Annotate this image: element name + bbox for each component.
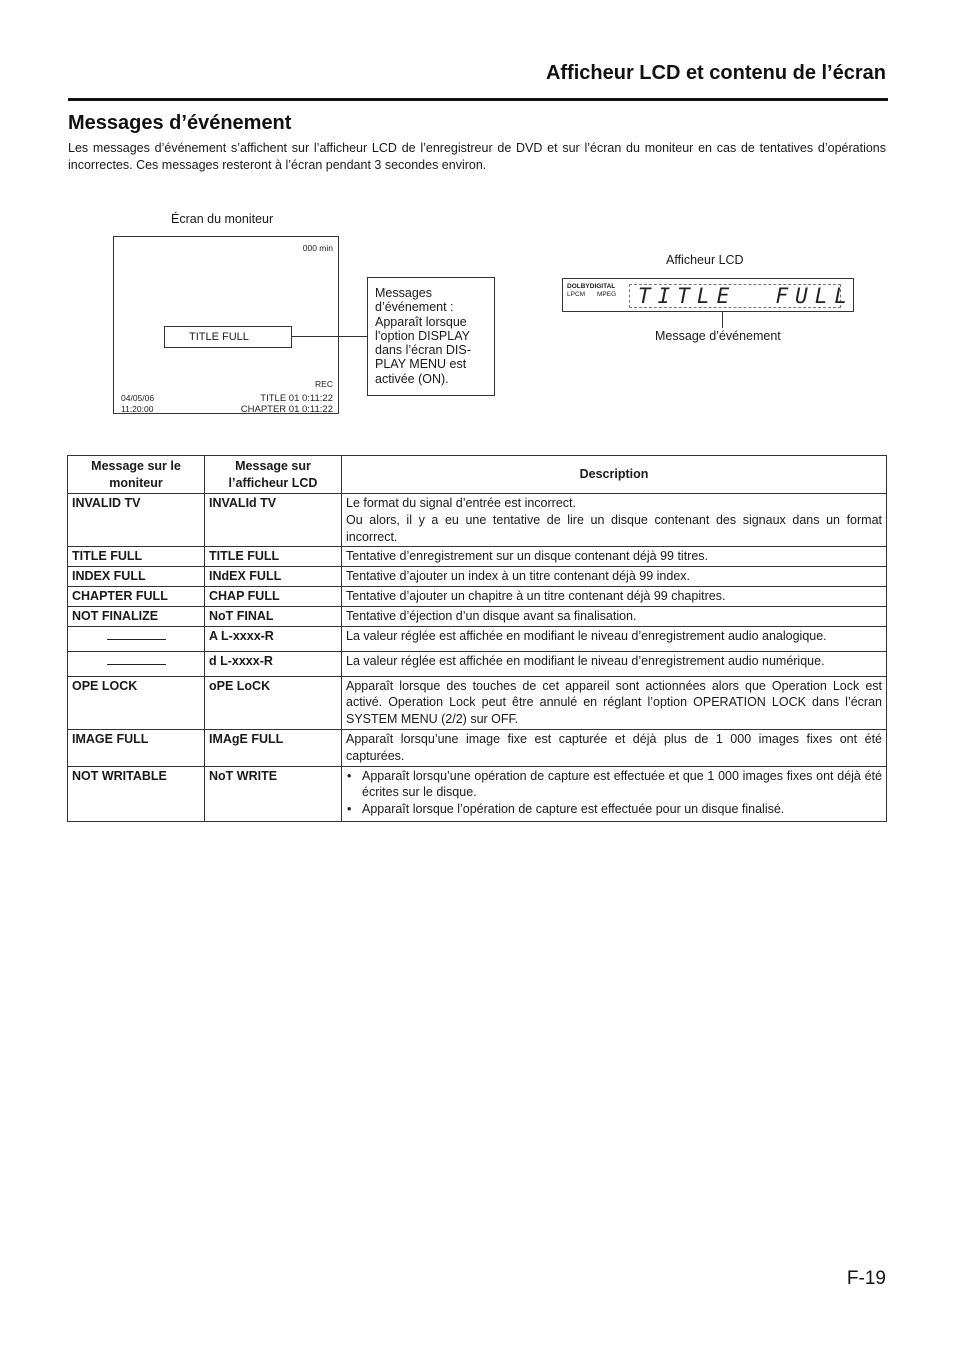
- table-row: [68, 547, 887, 567]
- monitor-message-cell-none: [68, 626, 205, 651]
- lcd-message-cell: INdEX FULL: [205, 567, 342, 587]
- lcd-lpcm-indicator: LPCM: [567, 291, 586, 298]
- lcd-dolby-digital-indicator: DOLBYDIGITAL: [567, 283, 616, 290]
- lcd-pointer-line: [722, 311, 723, 328]
- table-row: [68, 676, 887, 729]
- lcd-message-cell: TITLE FULL: [205, 547, 342, 567]
- description-cell: Apparaît lorsque des touches de cet appareil sont actionnées alors que Operation Lock est activé. Operation Lock peut être annulé en réglant l’option OPERATION LOCK dans l’écran SYSTEM MENU (2/2) sur OFF.: [342, 676, 887, 729]
- lcd-message-cell: NoT WRITE: [205, 766, 342, 821]
- description-line: Ou alors, il y a eu une tentative de lire un disque contenant des signaux dans un format incorrect.: [346, 512, 882, 544]
- monitor-caption: Écran du moniteur: [171, 212, 274, 226]
- lcd-message-cell: d L-xxxx-R: [205, 651, 342, 676]
- header-description: Description: [342, 456, 887, 494]
- description-line: Le format du signal d’entrée est incorrect.: [346, 496, 576, 510]
- lcd-message-caption: Message d’événement: [655, 329, 781, 343]
- monitor-title-counter: TITLE 01 0:11:22: [260, 393, 333, 404]
- description-cell: Tentative d’ajouter un index à un titre contenant déjà 99 index.: [342, 567, 887, 587]
- section-title: Messages d’événement: [68, 112, 292, 134]
- monitor-date: 04/05/06: [121, 393, 155, 403]
- page-number: F-19: [846, 1268, 886, 1289]
- description-cell: Tentative d’enregistrement sur un disque contenant déjà 99 titres.: [342, 547, 887, 567]
- lcd-message-cell: CHAP FULL: [205, 586, 342, 606]
- monitor-message-cell: INDEX FULL: [68, 567, 205, 587]
- lcd-message-cell: oPE LoCK: [205, 676, 342, 729]
- table-row: [68, 494, 887, 547]
- table-row: [68, 606, 887, 626]
- monitor-message-cell: INVALID TV: [68, 494, 205, 547]
- monitor-message-cell: OPE LOCK: [68, 676, 205, 729]
- no-message-dash: [107, 664, 166, 665]
- description-cell: La valeur réglée est affichée en modifiant le niveau d’enregistrement audio analogique.: [342, 626, 887, 651]
- bullet-item: • Apparaît lorsqu’une opération de capture est effectuée et que 1 000 images fixes ont déjà été écrites sur le disque.: [346, 768, 882, 802]
- no-message-dash: [107, 639, 166, 640]
- monitor-message-cell: IMAGE FULL: [68, 729, 205, 766]
- description-cell: [342, 494, 887, 547]
- monitor-date-time: [121, 393, 154, 415]
- lcd-caption: Afficheur LCD: [666, 253, 744, 267]
- description-cell: Apparaît lorsqu’une image fixe est capturée et déjà plus de 1 000 images fixes ont été capturées.: [342, 729, 887, 766]
- bullet-list: [346, 768, 882, 818]
- monitor-event-message: TITLE FULL: [164, 326, 292, 348]
- lcd-segment-text: TITLE FULL: [629, 284, 841, 308]
- monitor-message-cell: NOT FINALIZE: [68, 606, 205, 626]
- monitor-message-cell: CHAPTER FULL: [68, 586, 205, 606]
- lcd-message-cell: A L-xxxx-R: [205, 626, 342, 651]
- table-row: [68, 626, 887, 651]
- table-row: [68, 766, 887, 821]
- monitor-message-cell-none: [68, 651, 205, 676]
- lcd-message-cell: IMAgE FULL: [205, 729, 342, 766]
- monitor-remaining-time: 000 min: [302, 243, 333, 253]
- header-rule: [68, 98, 888, 101]
- table-row: [68, 729, 887, 766]
- lcd-display-illustration: [562, 278, 854, 312]
- monitor-chapter-counter: CHAPTER 01 0:11:22: [240, 404, 333, 415]
- monitor-message-cell: TITLE FULL: [68, 547, 205, 567]
- lcd-message-cell: NoT FINAL: [205, 606, 342, 626]
- monitor-screen-illustration: [113, 236, 339, 414]
- monitor-rec-indicator: REC: [315, 379, 333, 389]
- intro-paragraph: Les messages d’événement s’affichent sur l’afficheur LCD de l’enregistreur de DVD et sur l’écran du moniteur en cas de tentatives d’opérations incorrectes. Ces messages resteront à l’écran pendant 3 secondes environ.: [68, 141, 886, 172]
- chapter-header-title: Afficheur LCD et contenu de l’écran: [545, 62, 886, 84]
- monitor-time: 11:20:00: [121, 404, 154, 414]
- header-monitor-message: Message sur le moniteur: [68, 456, 205, 494]
- table-row: [68, 651, 887, 676]
- lcd-mpeg-indicator: MPEG: [597, 291, 617, 298]
- callout-connector-line: [291, 336, 368, 337]
- description-cell: Tentative d’ajouter un chapitre à un titre contenant déjà 99 chapitres.: [342, 586, 887, 606]
- bullet-item: • Apparaît lorsque l’opération de capture est effectuée pour un disque finalisé.: [346, 801, 882, 818]
- lcd-message-cell: INVALId TV: [205, 494, 342, 547]
- table-row: [68, 586, 887, 606]
- event-messages-table: [67, 455, 887, 822]
- description-cell: La valeur réglée est affichée en modifiant le niveau d’enregistrement audio numérique.: [342, 651, 887, 676]
- callout-box: Messages d’événement : Apparaît lorsque l’option DISPLAY dans l’écran DIS-PLAY MENU est activée (ON).: [367, 277, 495, 396]
- header-lcd-message: Message sur l’afficheur LCD: [205, 456, 342, 494]
- monitor-message-cell: NOT WRITABLE: [68, 766, 205, 821]
- table-row: [68, 567, 887, 587]
- description-cell: [342, 766, 887, 821]
- description-cell: Tentative d’éjection d’un disque avant sa finalisation.: [342, 606, 887, 626]
